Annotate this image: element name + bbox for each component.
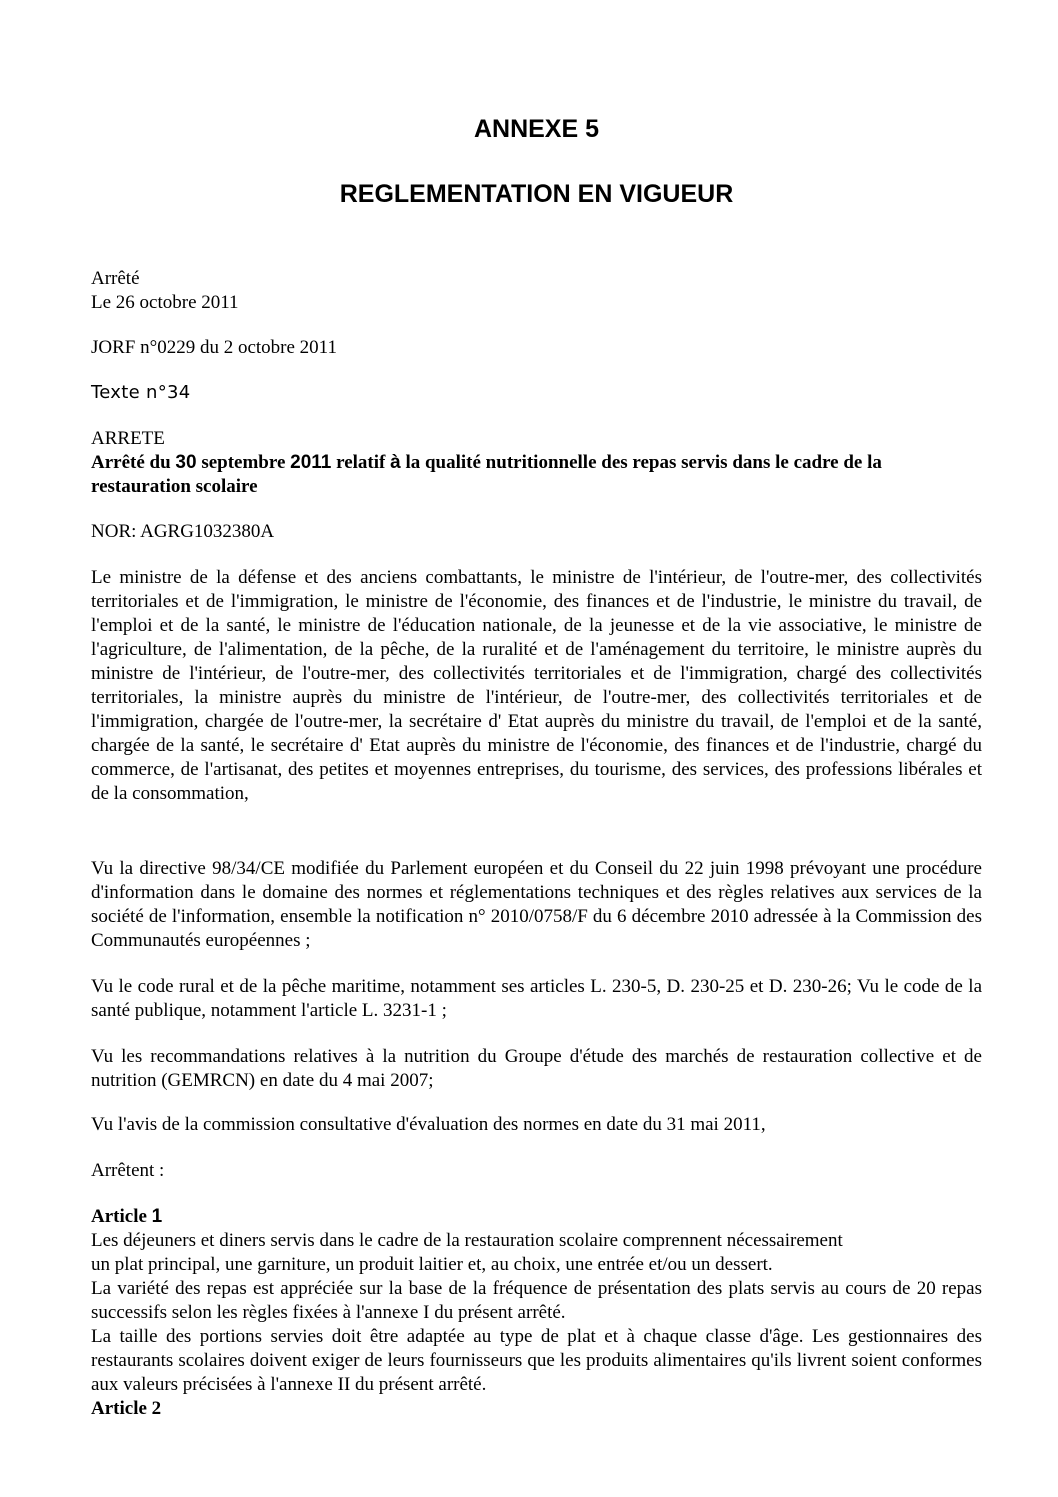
article1-heading [91,1205,162,1229]
annex-title: ANNEXE 5 [473,115,600,143]
decree-title-line2: restauration scolaire [91,476,258,497]
article1-line: un plat principal, une garniture, un produit laitier et, au choix, une entrée et/ou un dessert. [91,1254,773,1275]
article1-label: Article [91,1206,152,1227]
decree-title-day: 30 [175,452,197,473]
article1-paragraph: La taille des portions servies doit être adaptée au type de plat et à chaque classe d'âge. Les gestionnaires des restaurants scolaires doivent exiger de leurs fournisseurs que les produits alimentaires qu'ils livrent soient conformes aux valeurs précisées à l'annexe II du présent arrêté. [91,1326,982,1395]
nor-reference: NOR: AGRG1032380A [91,521,275,542]
decree-title-part: à [390,452,401,473]
vu-code-paragraph: Vu le code rural et de la pêche maritime, notamment ses articles L. 230-5, D. 230-25 et D. 230-26; Vu le code de la santé publique, notamment l'article L. 3231-1 ; [91,976,982,1021]
page-content [91,0,982,1497]
article2-heading: Article 2 [91,1398,162,1419]
article1-number: 1 [151,1206,163,1227]
article1-paragraph: La variété des repas est appréciée sur la base de la fréquence de présentation des plats servis au cours de 20 repas successifs selon les règles fixées à l'annexe I du présent arrêté. [91,1278,982,1323]
decree-title-part: la qualité nutritionnelle des repas servis dans le cadre de la [400,452,882,473]
header-type: Arrêté [91,268,140,289]
header-jorf: JORF n°0229 du 2 octobre 2011 [91,337,337,358]
vu-directive-paragraph: Vu la directive 98/34/CE modifiée du Parlement européen et du Conseil du 22 juin 1998 prévoyant une procédure d'information dans le domaine des normes et réglementations techniques et des règles relatives aux services de la société de l'information, ensemble la notification n° 2010/0758/F du 6 décembre 2010 adressée à la Commission des Communautés européennes ; [91,858,982,951]
ministers-paragraph: Le ministre de la défense et des anciens combattants, le ministre de l'intérieur, de l'outre-mer, des collectivités territoriales et de l'immigration, le ministre de l'économie, des finances et de l'industrie, le ministre du travail, de l'emploi et de la santé, le ministre de l'éducation nationale, de la jeunesse et de la vie associative, le ministre de l'agriculture, de l'alimentation, de la pêche, de la ruralité et de l'aménagement du territoire, le ministre auprès du ministre de l'intérieur, de l'outre-mer, des collectivités territoriales et de l'immigration, chargé des collectivités territoriales, la ministre auprès du ministre de l'intérieur, de l'outre-mer, des collectivités territoriales et de l'immigration, chargée de l'outre-mer, la secrétaire d' Etat auprès du ministre du travail, de l'emploi et de la santé, chargée de la santé, le secrétaire d' Etat auprès du ministre de l'économie, des finances et de l'industrie, chargé du commerce, de l'artisanat, des petites et moyennes entreprises, du tourisme, des services, des professions libérales et de la consommation, [91,567,982,804]
article1-line: Les déjeuners et diners servis dans le cadre de la restauration scolaire comprennent nécessairement [91,1230,843,1251]
vu-recommandations-paragraph: Vu les recommandations relatives à la nutrition du Groupe d'étude des marchés de restauration collective et de nutrition (GEMRCN) en date du 4 mai 2007; [91,1046,982,1091]
decree-title-part: septembre [196,452,291,473]
decree-title-part: relatif [331,452,391,473]
decree-label: ARRETE [91,428,165,449]
decree-title-year: 2011 [290,452,332,473]
article1-body [91,1229,982,1277]
annex-subtitle: REGLEMENTATION EN VIGUEUR [339,180,734,208]
decree-title-part: Arrêté du [91,452,176,473]
arretent-text: Arrêtent : [91,1160,165,1181]
header-texte: Texte n°34 [91,382,191,403]
header-date: Le 26 octobre 2011 [91,292,239,313]
decree-title [91,451,882,475]
vu-avis-paragraph: Vu l'avis de la commission consultative d'évaluation des normes en date du 31 mai 2011, [91,1114,766,1135]
